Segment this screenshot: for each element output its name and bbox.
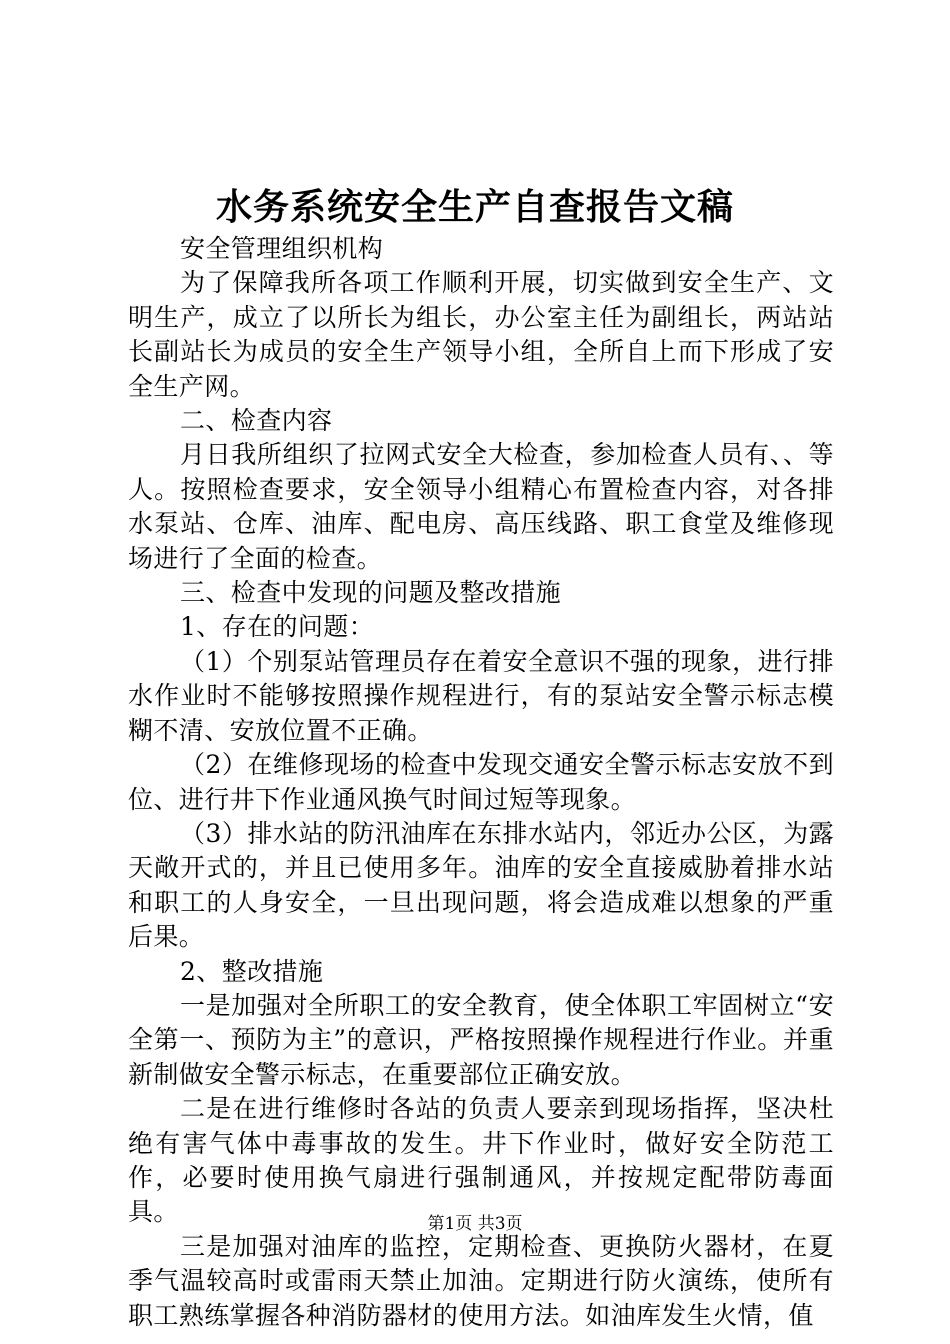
measure-item-1: 一是加强对全所职工的安全教育，使全体职工牢固树立“安全第一、预防为主”的意识，严格按照操作规程进行作业。并重新制做安全警示标志，在重要部位正确安放。 <box>128 990 834 1089</box>
document-title: 水务系统安全生产自查报告文稿 <box>215 186 734 228</box>
problem-item-1: （1）个别泵站管理员存在着安全意识不强的现象，进行排水作业时不能够按照操作规程进行，有的泵站安全警示标志模糊不清、安放位置不正确。 <box>128 646 834 745</box>
subheading-problems: 1、存在的问题： <box>180 612 375 642</box>
section-heading-3: 三、检查中发现的问题及整改措施 <box>180 578 562 608</box>
section-heading-1: 安全管理组织机构 <box>180 234 384 263</box>
page-number-footer: 第1页 共3页 <box>427 1214 523 1234</box>
problem-item-3: （3）排水站的防汛油库在东排水站内，邻近办公区，为露天敞开式的，并且已使用多年。油库的安全直接威胁着排水站和职工的人身安全，一旦出现问题，将会造成难以想象的严重后果。 <box>128 818 834 952</box>
problem-item-2: （2）在维修现场的检查中发现交通安全警示标志安放不到位、进行井下作业通风换气时间过短等现象。 <box>128 750 834 814</box>
subheading-measures: 2、整改措施 <box>180 956 324 986</box>
paragraph-1: 为了保障我所各项工作顺利开展，切实做到安全生产、文明生产，成立了以所长为组长，办公室主任为副组长，两站站长副站长为成员的安全生产领导小组，全所自上而下形成了安全生产网。 <box>128 268 834 401</box>
section-heading-2: 二、检查内容 <box>180 406 333 436</box>
measure-item-3: 三是加强对油库的监控，定期检查、更换防火器材，在夏季气温较高时或雷雨天禁止加油。定期进行防火演练，使所有职工熟练掌握各种消防器材的使用方法。如油库发生火情，值 <box>128 1231 834 1330</box>
measure-item-2: 二是在进行维修时各站的负责人要亲到现场指挥，坚决杜绝有害气体中毒事故的发生。井下作业时，做好安全防范工作，必要时使用换气扇进行强制通风，并按规定配带防毒面具。 <box>128 1094 834 1227</box>
paragraph-2: 月日我所组织了拉网式安全大检查，参加检查人员有、、等人。按照检查要求，安全领导小组精心布置检查内容，对各排水泵站、仓库、油库、配电房、高压线路、职工食堂及维修现场进行了全面的检查。 <box>128 440 834 573</box>
document-body <box>128 232 834 1333</box>
